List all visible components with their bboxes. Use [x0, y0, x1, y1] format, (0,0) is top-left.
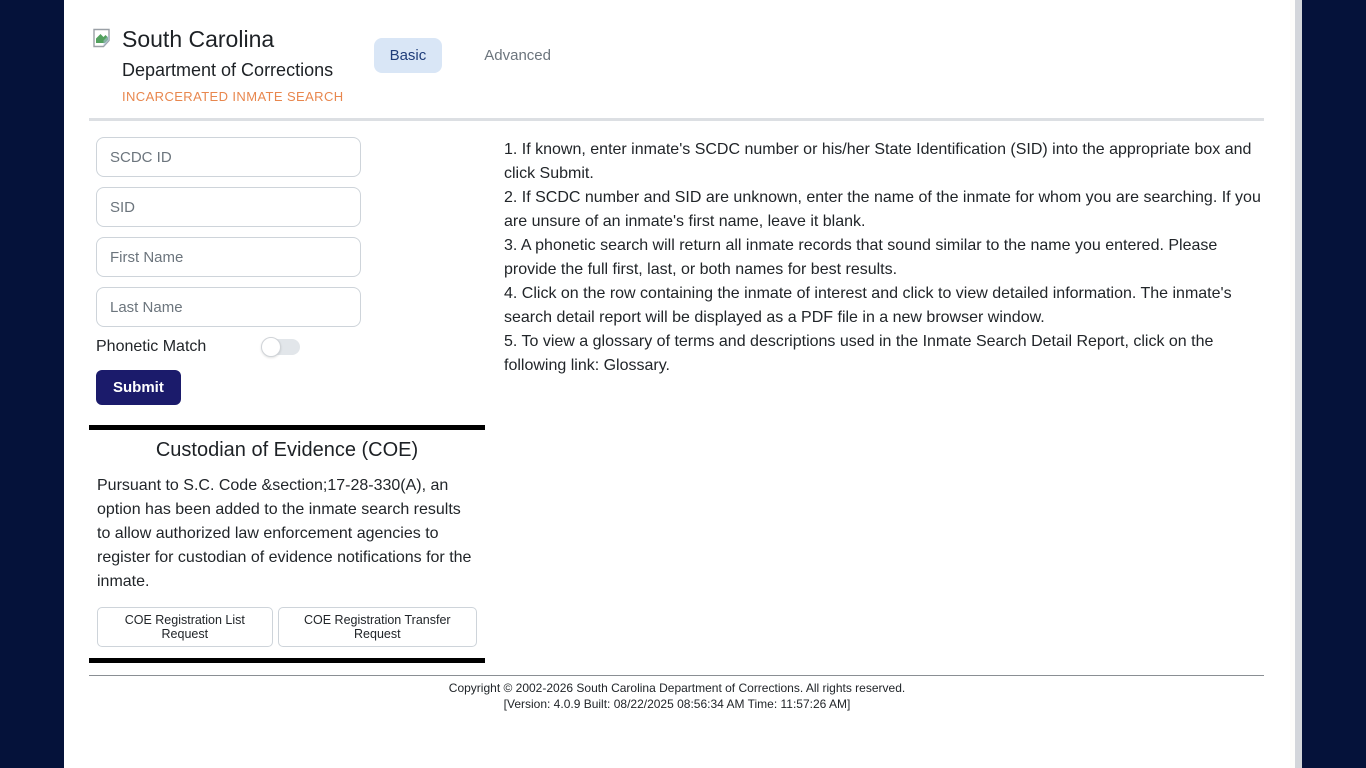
page-tagline: INCARCERATED INMATE SEARCH [122, 89, 344, 104]
page-header [64, 0, 1290, 104]
scrollbar[interactable] [1290, 0, 1302, 768]
tab-basic[interactable]: Basic [374, 38, 443, 73]
copyright-text: Copyright © 2002-2026 South Carolina Department of Corrections. All rights reserved. [448, 681, 906, 695]
instruction-item: 5. To view a glossary of terms and descriptions used in the Inmate Search Detail Report, click on the following link: Glossary. [504, 333, 1214, 374]
main-area [64, 121, 1290, 663]
phonetic-match-label: Phonetic Match [96, 338, 207, 355]
phonetic-match-row [96, 338, 372, 356]
first-name-input[interactable] [96, 237, 361, 277]
toggle-knob [261, 337, 281, 357]
coe-section [89, 425, 485, 663]
broken-image-icon [92, 28, 114, 104]
coe-registration-transfer-request-button[interactable]: COE Registration Transfer Request [278, 607, 477, 647]
instruction-item: 1. If known, enter inmate's SCDC number or his/her State Identification (SID) into the appropriate box and click Submit. [504, 141, 1252, 182]
instruction-item: 3. A phonetic search will return all inmate records that sound similar to the name you entered. Please provide the full first, last, or both names for best results. [504, 237, 1218, 278]
coe-buttons-row [97, 607, 477, 647]
submit-button[interactable]: Submit [96, 370, 181, 405]
version-text: [Version: 4.0.9 Built: 08/22/2025 08:56:34 AM Time: 11:57:26 AM] [503, 697, 851, 711]
page-left-margin [0, 0, 64, 768]
scdc-id-input[interactable] [96, 137, 361, 177]
instruction-item: 2. If SCDC number and SID are unknown, enter the name of the inmate for whom you are searching. If you are unsure of an inmate's first name, leave it blank. [504, 189, 1261, 230]
coe-registration-list-request-button[interactable]: COE Registration List Request [97, 607, 273, 647]
page-footer [64, 676, 1290, 712]
instruction-item: 4. Click on the row containing the inmate of interest and click to view detailed information. The inmate's search detail report will be displayed as a PDF file in a new browser window. [504, 285, 1232, 326]
phonetic-match-toggle[interactable] [262, 339, 300, 355]
coe-title: Custodian of Evidence (COE) [155, 439, 419, 461]
search-mode-tabs [374, 38, 567, 73]
last-name-input[interactable] [96, 287, 361, 327]
tab-advanced[interactable]: Advanced [468, 38, 567, 73]
page-title: South Carolina [122, 26, 275, 52]
brand-block [92, 24, 344, 104]
page-right-margin [1302, 0, 1366, 768]
search-column [89, 137, 485, 663]
brand-text [122, 24, 344, 104]
coe-description: Pursuant to S.C. Code &section;17-28-330(A), an option has been added to the inmate search results to allow authorized law enforcement agencies to register for custodian of evidence notifications for the inmate. [97, 477, 472, 590]
search-form [89, 137, 372, 405]
instructions-list [485, 137, 1264, 663]
sid-input[interactable] [96, 187, 361, 227]
page-content [64, 0, 1290, 768]
page-subtitle: Department of Corrections [122, 60, 334, 80]
